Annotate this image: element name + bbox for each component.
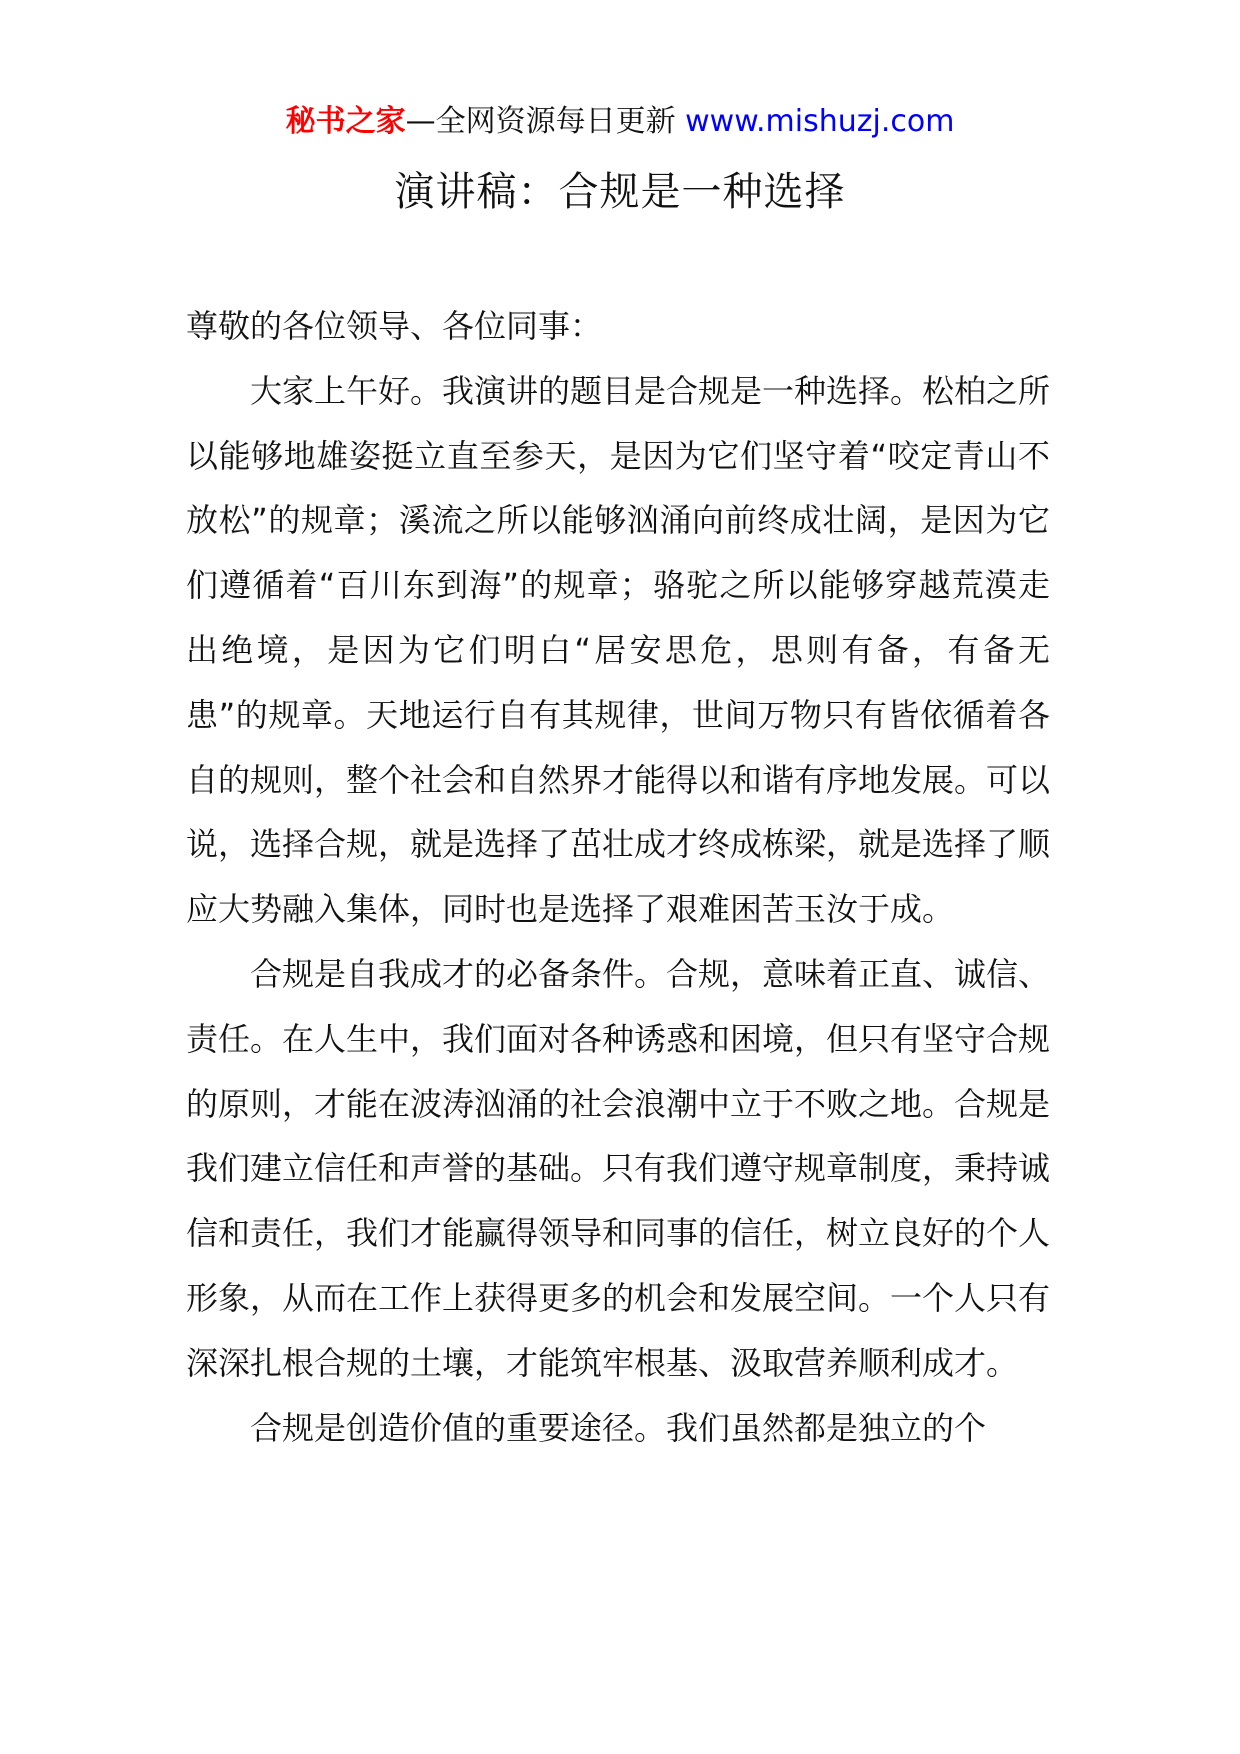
paragraph: 合规是自我成才的必备条件。合规，意味着正直、诚信、责任。在人生中，我们面对各种诱惑和困境，但只有坚守合规的原则，才能在波涛汹涌的社会浪潮中立于不败之地。合规是我们建立信任和声誉的基础。只有我们遵守规章制度，秉持诚信和责任，我们才能赢得领导和同事的信任，树立良好的个人形象，从而在工作上获得更多的机会和发展空间。一个人只有深深扎根合规的土壤，才能筑牢根基、汲取营养顺利成才。 [186,954,1051,1382]
site-tagline: —全网资源每日更新 [405,104,676,139]
document-title: 演讲稿：合规是一种选择 [394,169,846,215]
site-brand: 秘书之家 [285,104,406,139]
paragraph: 大家上午好。我演讲的题目是合规是一种选择。松柏之所以能够地雄姿挺立直至参天，是因为它们坚守着“咬定青山不放松”的规章；溪流之所以能够汹涌向前终成壮阔，是因为它们遵循着“百川东到海”的规章；骆驼之所以能够穿越荒漠走出绝境，是因为它们明白“居安思危，思则有备，有备无患”的规章。天地运行自有其规律，世间万物只有皆依循着各自的规则，整个社会和自然界才能得以和谐有序地发展。可以说，选择合规，就是选择了茁壮成才终成栋梁，就是选择了顺应大势融入集体，同时也是选择了艰难困苦玉汝于成。 [186,371,1051,929]
salutation: 尊敬的各位领导、各位同事： [186,307,603,345]
site-url-link[interactable]: www.mishuzj.com [685,104,955,139]
document-body [186,294,1050,1460]
paragraph: 合规是创造价值的重要途径。我们虽然都是独立的个 [250,1408,987,1447]
site-header [0,100,1240,144]
